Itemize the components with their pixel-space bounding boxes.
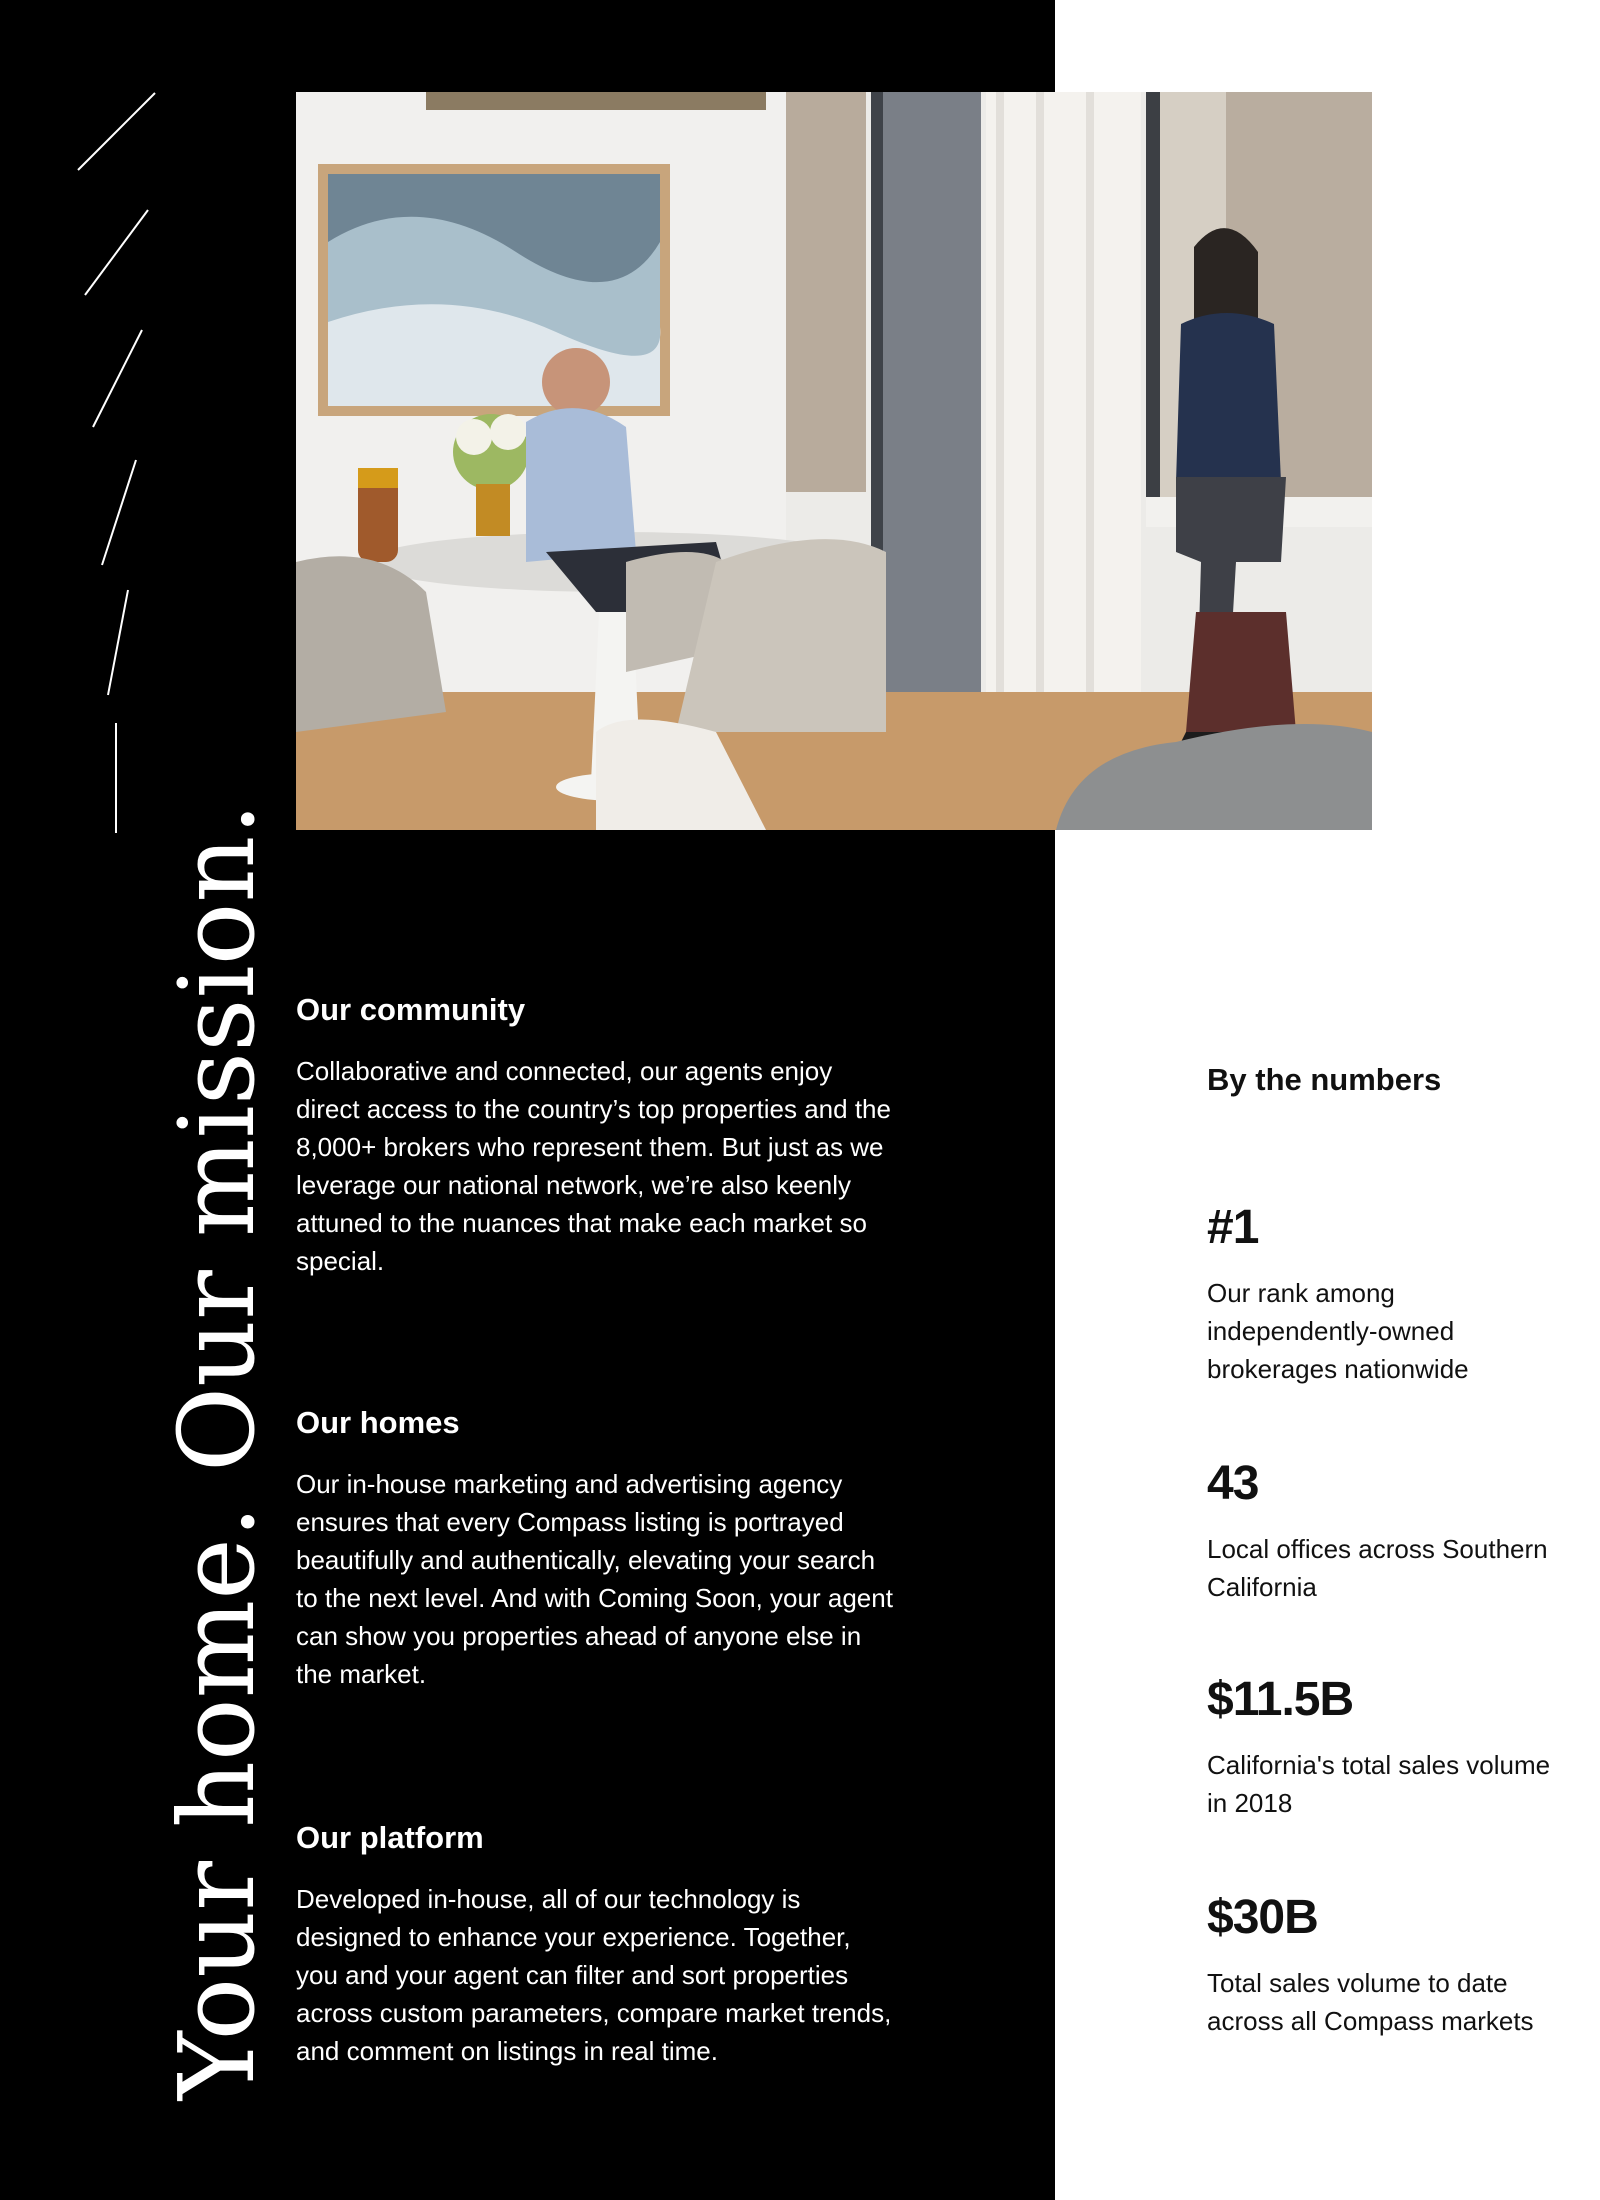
stat-description: Local offices across Southern California [1207, 1534, 1548, 1602]
section-body: Our in-house marketing and advertising agency ensures that every Compass listing is portrayed beautifully and authentically, elevating your search to the next level. And with Coming Soon, your agent can show you properties ahead of anyone else in the market. [296, 1469, 893, 1690]
section-title: Our platform [296, 1820, 484, 1855]
stat-rank [1207, 1201, 1567, 1388]
section-community [296, 991, 896, 1280]
stat-total-volume [1207, 1891, 1567, 2040]
stat-description: California's total sales volume in 2018 [1207, 1750, 1551, 1818]
section-body: Developed in-house, all of our technology is designed to enhance your experience. Together, you and your agent can filter and sort properties across custom parameters, compare market trends, and comment on listings in real time. [296, 1884, 892, 2067]
interior-photo-icon [296, 92, 1372, 830]
stat-value: #1 [1207, 1201, 1259, 1254]
section-title: Our homes [296, 1405, 460, 1440]
stat-california-volume [1207, 1673, 1567, 1822]
headline: Your home. Our mission. [156, 802, 278, 2100]
stat-value: $30B [1207, 1891, 1318, 1944]
section-body: Collaborative and connected, our agents enjoy direct access to the country’s top properties and the 8,000+ brokers who represent them. But just as we leverage our national network, we’re also keenly attuned to the nuances that make each market so special. [296, 1056, 891, 1277]
numbers-heading: By the numbers [1207, 1062, 1442, 1097]
stat-description: Our rank among independently-owned brokerages nationwide [1207, 1278, 1469, 1384]
stat-value: $11.5B [1207, 1673, 1354, 1726]
decorative-slashes-icon [60, 85, 180, 845]
stat-description: Total sales volume to date across all Compass markets [1207, 1968, 1534, 2036]
section-platform [296, 1819, 896, 2070]
stat-offices [1207, 1457, 1567, 1606]
stat-value: 43 [1207, 1457, 1259, 1510]
section-title: Our community [296, 992, 526, 1027]
section-homes [296, 1404, 896, 1693]
interior-photo [296, 92, 1372, 830]
